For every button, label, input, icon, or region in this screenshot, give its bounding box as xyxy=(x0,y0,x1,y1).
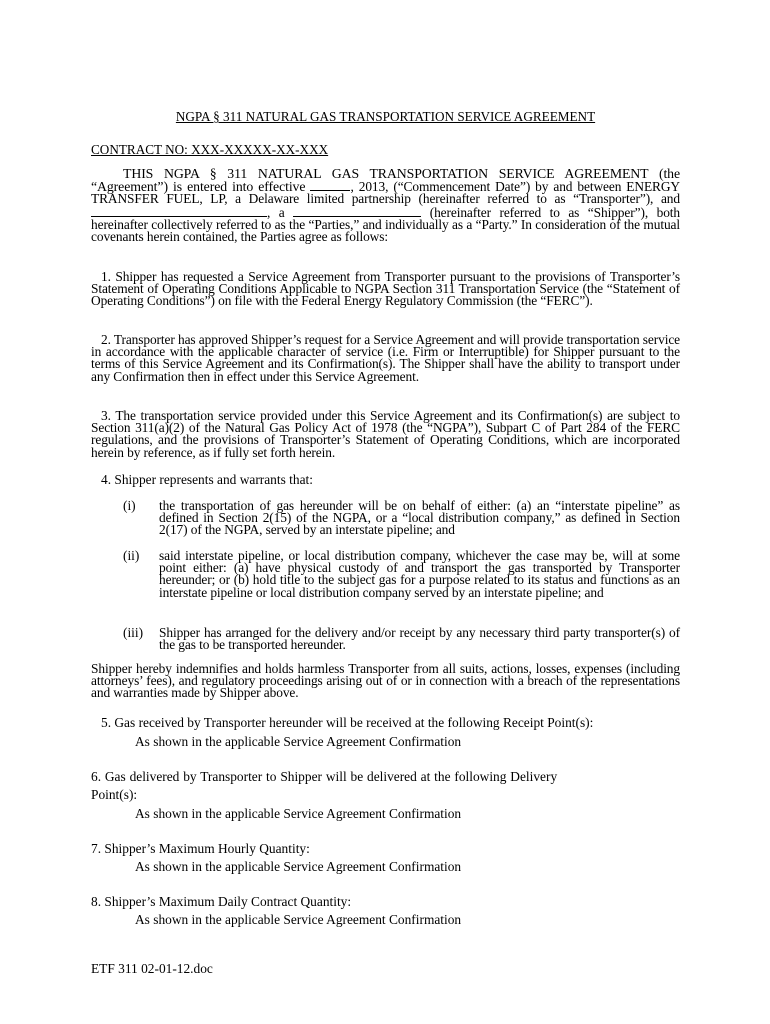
clause-7: 7. Shipper’s Maximum Hourly Quantity: xyxy=(91,841,310,856)
clause-4-text: 4. Shipper represents and warrants that: xyxy=(101,472,313,487)
clause-6-value: As shown in the applicable Service Agreement Confirmation xyxy=(135,806,462,821)
intro-text-b: , 2013, (“Commencement Date”) by and between ENERGY TRANSFER FUEL, LP, a Delaware limited partnership (hereinafter referred to as “Transporter”), and xyxy=(91,179,680,207)
sub-clause-number: (i) xyxy=(123,498,136,513)
clause-5: 5. Gas received by Transporter hereunder will be received at the following Receipt Point(s): xyxy=(101,715,594,730)
sub-clause-text: said interstate pipeline, or local distribution company, whichever the case may be, will at some point either: (a) have physical custody of and transport the gas transported by Transporter hereunder; or (b) hold title to the subject gas for a purpose related to its status and functions as an interstate pipeline or local distribution company served by an interstate pipeline; and xyxy=(159,548,680,600)
sub-clause-number: (ii) xyxy=(123,548,140,563)
clause-2-text: 2. Transporter has approved Shipper’s request for a Service Agreement and will provide transportation service in accordance with the applicable character of service (i.e. Firm or Interruptible) for Shipper pursuant to the terms of this Service Agreement and its Confirmation(s). The Shipper shall have the ability to transport under any Confirmation then in effect under this Service Agreement. xyxy=(91,332,681,384)
sub-clause-text: Shipper has arranged for the delivery and/or receipt by any necessary third party transporter(s) of the gas to be transported hereunder. xyxy=(159,625,680,653)
indemnity-paragraph: Shipper hereby indemnifies and holds harmless Transporter from all suits, actions, losses, expenses (including attorneys’ fees), and regulatory proceedings arising out of or in connection with a breach of the representations and warranties made by Shipper above. xyxy=(91,661,680,701)
shipper-name-blank xyxy=(91,206,267,217)
intro-text-a: THIS NGPA § 311 NATURAL GAS TRANSPORTATION SERVICE AGREEMENT (the “Agreement”) is entered into effective xyxy=(91,166,680,195)
clause-3-text: 3. The transportation service provided under this Service Agreement and its Confirmation(s) are subject to Section 311(a)(2) of the Natural Gas Policy Act of 1978 (the “NGPA”), Subpart C of Part 284 of the FERC regulations, and the provisions of Transporter’s Statement of Operating Conditions, which are incorporated herein by reference, as if fully set forth herein. xyxy=(91,408,680,460)
clause-1 xyxy=(91,271,680,308)
intro-text-c: , a xyxy=(267,204,294,220)
clause-6: 6. Gas delivered by Transporter to Shipper will be delivered at the following Delivery xyxy=(91,769,558,784)
clause-8-value: As shown in the applicable Service Agreement Confirmation xyxy=(135,912,462,927)
clause-7-value: As shown in the applicable Service Agreement Confirmation xyxy=(135,859,462,874)
clause-2 xyxy=(91,334,680,383)
clause-1-text: 1. Shipper has requested a Service Agreement from Transporter pursuant to the provisions of Transporter’s Statement of Operating Conditions Applicable to NGPA Section 311 Transportation Service (the “Statement of Operating Conditions”) on file with the Federal Energy Regulatory Commission (the “FERC”). xyxy=(91,269,680,309)
intro-paragraph xyxy=(91,168,680,243)
page-footer: ETF 311 02-01-12.doc xyxy=(91,961,213,976)
date-blank xyxy=(310,180,350,191)
intro-text-d: (hereinafter referred to as “Shipper”), both hereinafter collectively referred to as the “Parties,” and individually as a “Party.” In consideration of the mutual covenants herein contained, the Parties agree as follows: xyxy=(91,204,680,245)
clause-8: 8. Shipper’s Maximum Daily Contract Quantity: xyxy=(91,894,352,909)
clause-6-continued: Point(s): xyxy=(91,787,138,802)
clause-5-value: As shown in the applicable Service Agreement Confirmation xyxy=(135,734,462,749)
page-title: NGPA § 311 NATURAL GAS TRANSPORTATION SERVICE AGREEMENT xyxy=(175,109,596,124)
clause-4 xyxy=(91,474,680,486)
sub-clause-text: the transportation of gas hereunder will be on behalf of either: (a) an “interstate pipeline” as defined in Section 2(15) of the NGPA, or a “local distribution company,” as defined in Section 2(17) of the NGPA, served by an interstate pipeline; and xyxy=(159,498,680,538)
sub-clause-number: (iii) xyxy=(123,625,144,640)
shipper-entity-blank xyxy=(293,206,421,217)
contract-number: CONTRACT NO: XXX-XXXXX-XX-XXX xyxy=(91,142,329,157)
clause-3 xyxy=(91,410,680,459)
